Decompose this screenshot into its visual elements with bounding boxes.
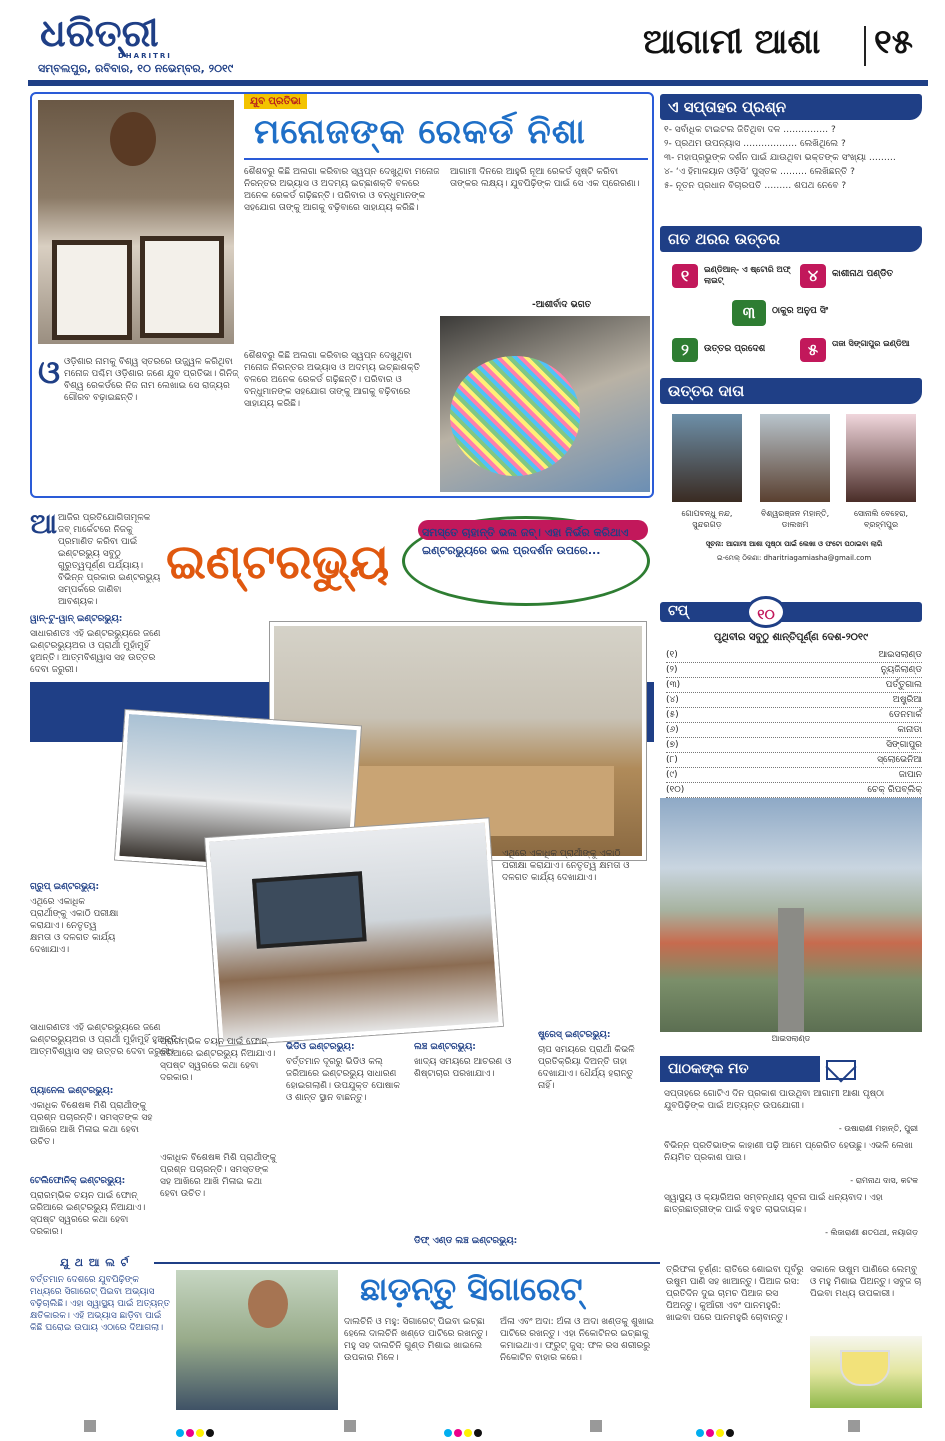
straws-bundle	[450, 356, 580, 476]
sub-stress: ଷ୍ଟ୍ରେସ୍ ଇଣ୍ଟରଭ୍ୟୁ:	[538, 1030, 611, 1040]
last-answers-title: ଗତ ଥରର ଉତ୍ତର	[660, 226, 922, 252]
list-item: (୫) ଡେନମାର୍କ	[666, 708, 922, 723]
brand-logo	[40, 10, 210, 58]
question-item: ୨- ପ୍ରଥମ ଉପନ୍ୟାସ ……………… ଲେଖିଥିଲେ ?	[664, 139, 846, 149]
tea-cup	[840, 1350, 890, 1386]
headline-underline	[244, 158, 648, 160]
reader-letter: ବିଭିନ୍ନ ପ୍ରତିଭାଙ୍କ କାହାଣୀ ପଢ଼ି ଆମେ ପ୍ରେରିତ ହେଉଛୁ। ଏଭଳି ଲେଖା ନିୟମିତ ପ୍ରକାଶ ପାଉ। - ରାମନାଥ ଦାସ, କଟକ	[664, 1141, 918, 1185]
winners-title: ଉତ୍ତର ଦାତା	[660, 378, 922, 404]
feature-col-far-right: ଆଗାମୀ ଦିନରେ ଆହୁରି ନୂଆ ରେକର୍ଡ ସୃଷ୍ଟି କରିବା ତାଙ୍କର ଲକ୍ଷ୍ୟ। ଯୁବପିଢ଼ିଙ୍କ ପାଇଁ ସେ ଏକ ପ୍ରେରଣା।	[450, 167, 640, 189]
feature-byline: -ଆଶୀର୍ବାଦ ଭଗତ	[532, 300, 592, 310]
youth-alert-label: ଯୁ ଥ ଆ ଲ ର୍ଟ	[60, 1256, 130, 1269]
interview-text: ଚାପ ସମୟରେ ପ୍ରାର୍ଥୀ କିଭଳି ପ୍ରତିକ୍ରିୟା ଦିଅନ୍ତି ତାହା ଦେଖାଯାଏ। ଧୈର୍ଯ୍ୟ ହରାନ୍ତୁ ନାହିଁ।	[538, 1045, 635, 1091]
list-item: (୭) ସିଙ୍ଗାପୁର	[666, 738, 922, 753]
answer-text: ଇଣ୍ଡିଆନ୍- ଏ ଷ୍ଟୋରି ଅଫ୍ ଲାଇଟ୍	[704, 265, 791, 285]
feature-col-right-top: ଶୈଶବରୁ କିଛି ଅଲଗା କରିବାର ସ୍ୱପ୍ନ ଦେଖୁଥିବା ମନୋଜ ନିରନ୍ତର ଅଭ୍ୟାସ ଓ ଅଦମ୍ୟ ଇଚ୍ଛାଶକ୍ତି ବଳରେ ଅନେକ ରେକର୍ଡ ଗଢ଼ିଛନ୍ତି। ପରିବାର ଓ ବନ୍ଧୁମାନଙ୍କ ସହଯୋଗ ତାଙ୍କୁ ଆଗକୁ ବଢ଼ିବାରେ ସାହାଯ୍ୟ କରିଛି।	[244, 167, 440, 213]
list-item: (୮) ସ୍ଲୋଭେନିଆ	[666, 753, 922, 768]
reader-views-title: ପାଠକଙ୍କ ମତ	[660, 1056, 820, 1082]
answer-item-5	[800, 338, 920, 366]
interview-deck: ସମସ୍ତେ ଚାହାନ୍ତି ଭଲ ଜବ୍। ଏହା ନିର୍ଭର କରିଥାଏ ଇଣ୍ଟରଭ୍ୟୁରେ ଭଲ ପ୍ରଦର୍ଶନ ଉପରେ...	[422, 526, 629, 557]
youth-alert-col: ଅଁଳା ଏବଂ ଅଦା: ଅଁଳା ଓ ଅଦା ଖଣ୍ଡକୁ ଶୁଖାଇ ପାଟିରେ ରଖନ୍ତୁ। ଏହା ନିକୋଟିନର ଇଚ୍ଛାକୁ କମାଇଥାଏ। ଫ୍ରୁଟ୍ ଜୁସ୍: ଫଳ ରସ ଶରୀରରୁ ନିକୋଟିନ ବାହାର କରେ।	[500, 1317, 655, 1363]
straw-record-photo	[440, 316, 650, 492]
manoj-certificate-photo	[38, 100, 234, 344]
sub-video: ଭିଡିଓ ଇଣ୍ଟରଭ୍ୟୁ:	[286, 1042, 355, 1052]
weekly-question-title: ଏ ସପ୍ତାହର ପ୍ରଶ୍ନ	[660, 94, 922, 120]
dateline: ସମ୍ବଲପୁର, ରବିବାର, ୧୦ ନଭେମ୍ବର, ୨୦୧୯	[38, 62, 234, 75]
feature-dropcap: ଓ	[38, 353, 61, 391]
winner-photo-2	[760, 414, 830, 502]
green-tea-photo	[810, 1336, 922, 1408]
youth-alert-intro: ବର୍ତ୍ତମାନ ଦେଶରେ ଯୁବପିଢ଼ିଙ୍କ ମଧ୍ୟରେ ସିଗାରେଟ୍ ପିଇବା ଅଭ୍ୟାସ ବଢ଼ିଚାଲିଛି। ଏହା ସ୍ୱାସ୍ଥ୍ୟ ପାଇଁ ଅତ୍ୟନ୍ତ କ୍ଷତିକାରକ। ଏହି ଅଭ୍ୟାସ ଛାଡ଼ିବା ପାଇଁ କିଛି ଘରୋଇ ଉପାୟ ଏଠାରେ ଦିଆଗଲା।	[30, 1275, 170, 1333]
person-head	[248, 1280, 288, 1328]
iceland-caption: ଆଇସଲାଣ୍ଡ	[771, 1034, 811, 1043]
cigarette-photo	[176, 1270, 338, 1410]
youth-alert-col: ସକାଳେ ଉଷୁମ ପାଣିରେ ଲେମ୍ବୁ ଓ ମହୁ ମିଶାଇ ପିଅନ୍ତୁ। ସବୁଜ ଚା ପିଇବା ମଧ୍ୟ ଉପକାରୀ।	[810, 1265, 922, 1299]
reader-letter: ସ୍ୱାସ୍ଥ୍ୟ ଓ କ୍ୟାରିଅର ସମ୍ବନ୍ଧୀୟ ସୂଚନା ପାଇଁ ଧନ୍ୟବାଦ। ଏହା ଛାତ୍ରଛାତ୍ରୀଙ୍କ ପାଇଁ ବହୁତ ଲାଭଦାୟକ। - ଲିଜାରାଣୀ ଶତପଥୀ, ନୟାଗଡ଼	[664, 1193, 918, 1237]
top-ten-label: ଟପ୍	[668, 603, 689, 619]
sub-lunch: ଲଞ୍ଚ ଇଣ୍ଟରଭ୍ୟୁ:	[414, 1042, 476, 1052]
last-answers-box	[660, 226, 922, 372]
winner-name: ସୋନାଲି ବେହେରା, ବ୍ରହ୍ମପୁର	[853, 509, 909, 529]
list-item: (୪) ଅଷ୍ଟ୍ରିଆ	[666, 693, 922, 708]
list-item: (୧୦) ଚେକ୍ ରିପବ୍ଲିକ୍	[666, 783, 922, 798]
top-ten-bar	[660, 602, 922, 622]
masthead-rule	[28, 80, 928, 86]
monitor-screen	[252, 871, 367, 949]
feature-col-left: ଓଡ଼ିଶାର ନାମକୁ ବିଶ୍ୱ ସ୍ତରରେ ଉଜ୍ଜ୍ୱଳ କରିଥିବା ମନୋଜ ପଶ୍ଚିମ ଓଡ଼ିଶାର ଜଣେ ଯୁବ ପ୍ରତିଭା। ଗିନିଜ୍ ବିଶ୍ୱ ରେକର୍ଡରେ ନିଜ ନାମ ଲେଖାଇ ସେ ରାଜ୍ୟର ଗୌରବ ବଢ଼ାଇଛନ୍ତି।	[64, 357, 239, 403]
youth-alert-col: ଦାଲଚିନି ଓ ମହୁ: ସିଗାରେଟ୍ ପିଇବା ଇଚ୍ଛା ହେଲେ ଦାଲଚିନି ଖଣ୍ଡେ ପାଟିରେ ରଖନ୍ତୁ। ମହୁ ସହ ଦାଲଚିନି ଗୁଣ୍ଡ ମିଶାଇ ଖାଇଲେ ଉପକାର ମିଳେ।	[344, 1317, 488, 1363]
feature-headline: ମନୋଜଙ୍କ ରେକର୍ଡ ନିଶା	[254, 112, 586, 152]
weekly-question-box	[660, 94, 922, 222]
cmyk-dots	[696, 1422, 736, 1441]
yellow-dot	[716, 1429, 724, 1437]
registration-gray-block	[84, 1420, 96, 1432]
answer-item-1	[672, 264, 792, 292]
winner-name: ଗୋପବନ୍ଧୁ ନନ୍ଦ, ସୁନ୍ଦରଗଡ଼	[681, 509, 733, 529]
cmyk-dots	[444, 1422, 484, 1441]
question-item: ୫- ନୂତନ ପ୍ରଧାନ ବିଚାରପତି ……… ଶପଥ ନେବେ ?	[664, 181, 847, 191]
black-dot	[474, 1429, 482, 1437]
page-number: ୧୫	[874, 22, 913, 62]
reader-views-box	[660, 1056, 922, 1252]
answer-text: ଉତ୍ତର ପ୍ରଦେଶ	[704, 344, 766, 354]
sub-one-to-one: ୱାନ୍-ଟୁ-ୱାନ୍ ଇଣ୍ଟରଭ୍ୟୁ:	[30, 614, 123, 624]
answer-item-4	[800, 264, 920, 292]
interview-text: ପ୍ରାରମ୍ଭିକ ଚୟନ ପାଇଁ ଫୋନ୍ ଜରିଆରେ ଇଣ୍ଟରଭ୍ୟୁ ନିଆଯାଏ। ସ୍ପଷ୍ଟ ସ୍ୱରରେ କଥା ହେବା ଦରକାର।	[30, 1191, 146, 1237]
list-item: (୯) ଜାପାନ	[666, 768, 922, 783]
section-title: ଆଗାମୀ ଆଶା	[643, 22, 821, 62]
sub-telephonic: ଟେଲିଫୋନିକ୍ ଇଣ୍ଟରଭ୍ୟୁ:	[30, 1176, 126, 1186]
interview-text: ସାଧାରଣତଃ ଏହି ଇଣ୍ଟରଭ୍ୟୁରେ ଜଣେ ଇଣ୍ଟରଭ୍ୟୁଅର ଓ ପ୍ରାର୍ଥୀ ମୁହାଁମୁହିଁ ହୁଅନ୍ତି। ଆତ୍ମବିଶ୍ୱାସ ସହ ଉତ୍ତର ଦେବା ଜରୁରୀ।	[30, 629, 161, 675]
reader-letter: ସପ୍ତାହରେ ଗୋଟିଏ ଦିନ ପ୍ରକାଶ ପାଉଥିବା ଆଗାମୀ ଆଶା ପୃଷ୍ଠା ଯୁବପିଢ଼ିଙ୍କ ପାଇଁ ଅତ୍ୟନ୍ତ ଉପଯୋଗୀ। - ଉଷାରାଣୀ ମହାନ୍ତି, ପୁରୀ	[664, 1089, 918, 1133]
answer-number: ୨	[672, 338, 698, 362]
list-item: (୬) କାନାଡା	[666, 723, 922, 738]
winners-notice: ସୂଚନା: ଆଗାମୀ ଆଶା ପୃଷ୍ଠା ପାଇଁ ଲେଖା ଓ ଫଟୋ ପଠାଇବା ଲାଗି	[705, 540, 883, 548]
winners-box	[660, 378, 922, 570]
brand-latin: DHARITRI	[118, 52, 172, 60]
interview-text: ଖାଦ୍ୟ ସମୟରେ ଆଚରଣ ଓ ଶିଷ୍ଟାଚାର ପରଖାଯାଏ।	[414, 1057, 512, 1079]
interview-text: ସାଧାରଣତଃ ଏହି ଇଣ୍ଟରଭ୍ୟୁରେ ଜଣେ ଇଣ୍ଟରଭ୍ୟୁଅର ଓ ପ୍ରାର୍ଥୀ ମୁହାଁମୁହିଁ ହୁଅନ୍ତି। ଆତ୍ମବିଶ୍ୱାସ ସହ ଉତ୍ତର ଦେବା ଜରୁରୀ।	[30, 1023, 182, 1057]
print-marks-bar	[0, 1416, 945, 1437]
video-interview-photo	[205, 818, 503, 1045]
certificate-frame-left	[52, 240, 132, 340]
yellow-dot	[196, 1429, 204, 1437]
city-road	[778, 908, 804, 1032]
sub-group: ଗ୍ରୁପ୍ ଇଣ୍ଟରଭ୍ୟୁ:	[30, 882, 100, 892]
brand-name: ଧରିତ୍ରୀ	[40, 10, 159, 55]
magenta-dot	[454, 1429, 462, 1437]
magenta-dot	[706, 1429, 714, 1437]
yellow-dot	[464, 1429, 472, 1437]
black-dot	[726, 1429, 734, 1437]
interview-text: ଏଥିରେ ଏକାଧିକ ପ୍ରାର୍ଥୀଙ୍କୁ ଏକାଠି ପରୀକ୍ଷା କରାଯାଏ। ନେତୃତ୍ୱ କ୍ଷମତା ଓ ଦଳଗତ କାର୍ଯ୍ୟ ଦେଖାଯାଏ।	[502, 849, 630, 883]
winner-photo-1	[672, 414, 742, 502]
list-item: (୨) ନ୍ୟୁଜିଲାଣ୍ଡ	[666, 663, 922, 678]
answer-number: ୪	[800, 264, 826, 288]
interview-dropcap: ଆ	[30, 507, 58, 540]
masthead	[28, 10, 928, 88]
top-ten-box	[660, 594, 922, 1050]
feature-col-mid: ଶୈଶବରୁ କିଛି ଅଲଗା କରିବାର ସ୍ୱପ୍ନ ଦେଖୁଥିବା ମନୋଜ ନିରନ୍ତର ଅଭ୍ୟାସ ଓ ଅଦମ୍ୟ ଇଚ୍ଛାଶକ୍ତି ବଳରେ ଅନେକ ରେକର୍ଡ ଗଢ଼ିଛନ୍ତି। ପରିବାର ଓ ବନ୍ଧୁମାନଙ୍କ ସହଯୋଗ ତାଙ୍କୁ ଆଗକୁ ବଢ଼ିବାରେ ସାହାଯ୍ୟ କରିଛି।	[244, 351, 421, 409]
cmyk-dots	[176, 1422, 216, 1441]
interview-headline: ଇଣ୍ଟରଭ୍ୟୁ	[166, 534, 390, 590]
interview-text: ଏକାଧିକ ବିଶେଷଜ୍ଞ ମିଶି ପ୍ରାର୍ଥୀଙ୍କୁ ପ୍ରଶ୍ନ ପଚାରନ୍ତି। ସମସ୍ତଙ୍କ ସହ ଆଖିରେ ଆଖି ମିଳାଇ କଥା ହେବା ଉଚିତ।	[160, 1153, 277, 1199]
question-item: ୧- ସର୍ବାଧିକ ଟାଇଟଲ ଜିତିଥିବା ଦଳ …………… ?	[664, 125, 836, 135]
registration-gray-block	[590, 1420, 602, 1432]
interview-intro: ଆଜିର ପ୍ରତିଯୋଗିତାମୂଳକ ଜବ୍ ମାର୍କେଟରେ ନିଜକୁ ପ୍ରମାଣିତ କରିବା ପାଇଁ ଇଣ୍ଟରଭ୍ୟୁ ସବୁଠୁ ଗୁରୁତ୍ୱପୂର୍ଣ୍ଣ ପର୍ଯ୍ୟାୟ। ବିଭିନ୍ନ ପ୍ରକାର ଇଣ୍ଟରଭ୍ୟୁ ସମ୍ପର୍କରେ ଜାଣିବା ଆବଶ୍ୟକ।	[58, 513, 161, 607]
page-number-divider	[864, 26, 866, 66]
answer-text: କାଶୀନାଥ ପଣ୍ଡିତ	[832, 269, 894, 279]
cyan-dot	[696, 1429, 704, 1437]
registration-gray-block	[848, 1420, 860, 1432]
question-item: ୪- ‘ଏ ହିମାଳୟାନ ଓଡ଼ିସି’ ପୁସ୍ତକ ……… ଲେଖିଛନ୍ତି ?	[664, 167, 855, 177]
interview-section	[30, 506, 654, 1254]
feature-box	[30, 92, 654, 498]
cyan-dot	[444, 1429, 452, 1437]
sub-dine-lunch: ଡିଫ୍ ଏଣ୍ଡ ଲଞ୍ଚ ଇଣ୍ଟରଭ୍ୟୁ:	[414, 1236, 518, 1246]
winner-photo-3	[846, 414, 916, 502]
envelope-icon	[826, 1060, 856, 1080]
answer-number: ୧	[672, 264, 698, 288]
answer-text: ଠାକୁର ଅନୁପ ସିଂ	[772, 306, 829, 316]
answer-item-3	[732, 300, 892, 328]
interview-text: ଏକାଧିକ ବିଶେଷଜ୍ଞ ମିଶି ପ୍ରାର୍ଥୀଙ୍କୁ ପ୍ରଶ୍ନ ପଚାରନ୍ତି। ସମସ୍ତଙ୍କ ସହ ଆଖିରେ ଆଖି ମିଳାଇ କଥା ହେବା ଉଚିତ।	[30, 1101, 153, 1147]
sub-panel: ପ୍ୟାନେଲ ଇଣ୍ଟରଭ୍ୟୁ:	[30, 1086, 114, 1096]
list-item: (୩) ପର୍ତ୍ତୁଗାଲ	[666, 678, 922, 693]
answer-item-2	[672, 338, 792, 366]
list-item: (୧) ଆଇସଲାଣ୍ଡ	[666, 648, 922, 663]
youth-alert-headline: ଛାଡ଼ନ୍ତୁ ସିଗାରେଟ୍	[360, 1270, 583, 1308]
youth-alert-rule	[154, 1262, 660, 1264]
answer-number: ୫	[800, 338, 826, 362]
iceland-photo	[660, 798, 922, 1032]
interview-text: ପ୍ରାରମ୍ଭିକ ଚୟନ ପାଇଁ ଫୋନ୍ ଜରିଆରେ ଇଣ୍ଟରଭ୍ୟୁ ନିଆଯାଏ। ସ୍ପଷ୍ଟ ସ୍ୱରରେ କଥା ହେବା ଦରକାର।	[160, 1037, 276, 1083]
winners-email: ଇ-ମେଲ୍ ଠିକଣା: dharitriagamiasha@gmail.com	[716, 554, 872, 562]
interview-text: ଏଥିରେ ଏକାଧିକ ପ୍ରାର୍ଥୀଙ୍କୁ ଏକାଠି ପରୀକ୍ଷା କରାଯାଏ। ନେତୃତ୍ୱ କ୍ଷମତା ଓ ଦଳଗତ କାର୍ଯ୍ୟ ଦେଖାଯାଏ।	[30, 897, 119, 955]
top-ten-number: ୧୦	[746, 596, 786, 628]
top-ten-heading: ପୃଥିବୀର ସବୁଠୁ ଶାନ୍ତିପୂର୍ଣ୍ଣ ଦେଶ-୨୦୧୯	[713, 632, 869, 643]
magenta-dot	[186, 1429, 194, 1437]
question-item: ୩- ମହାପ୍ରଭୁଙ୍କ ଦର୍ଶନ ପାଇଁ ଯାଉଥିବା ଭକ୍ତଙ୍କ ସଂଖ୍ୟା ………	[664, 153, 896, 163]
top-ten-list	[666, 648, 922, 798]
cyan-dot	[176, 1429, 184, 1437]
registration-gray-block	[344, 1420, 356, 1432]
certificate-frame-right	[140, 236, 224, 338]
answer-text: ତାଜା ସିଙ୍ଗାପୁର ଇଣ୍ଡିଆ	[832, 339, 910, 348]
youth-alert-section	[30, 1256, 922, 1412]
weekly-question-list	[660, 120, 922, 194]
feature-tag: ଯୁବ ପ୍ରତିଭା	[244, 94, 307, 109]
youth-alert-col: ତ୍ରିଫଳା ଚୂର୍ଣ୍ଣ: ରାତିରେ ଶୋଇବା ପୂର୍ବରୁ ଉଷୁମ ପାଣି ସହ ଖାଆନ୍ତୁ। ପିଆଜ ରସ: ପ୍ରତିଦିନ ଦୁଇ ଚାମଚ ପିଆଜ ରସ ପିଅନ୍ତୁ। କୁଆଁରୀ ଏବଂ ପାନମହୁରି: ଖାଇବା ପରେ ପାନମହୁରି ଚୋବାନ୍ତୁ।	[666, 1265, 804, 1323]
winner-name: ବିଶ୍ୱରଞ୍ଜନ ମହାନ୍ତି, ଡାଲଖମ	[760, 509, 830, 529]
black-dot	[206, 1429, 214, 1437]
interview-text: ବର୍ତ୍ତମାନ ଦୂରରୁ ଭିଡିଓ କଲ୍ ଜରିଆରେ ଇଣ୍ଟରଭ୍ୟୁ ସାଧାରଣ ହୋଇଗଲାଣି। ଉପଯୁକ୍ତ ପୋଷାକ ଓ ଶାନ୍ତ ସ୍ଥାନ ବାଛନ୍ତୁ।	[286, 1057, 400, 1103]
person-head	[110, 112, 156, 166]
answer-number: ୩	[732, 300, 766, 326]
